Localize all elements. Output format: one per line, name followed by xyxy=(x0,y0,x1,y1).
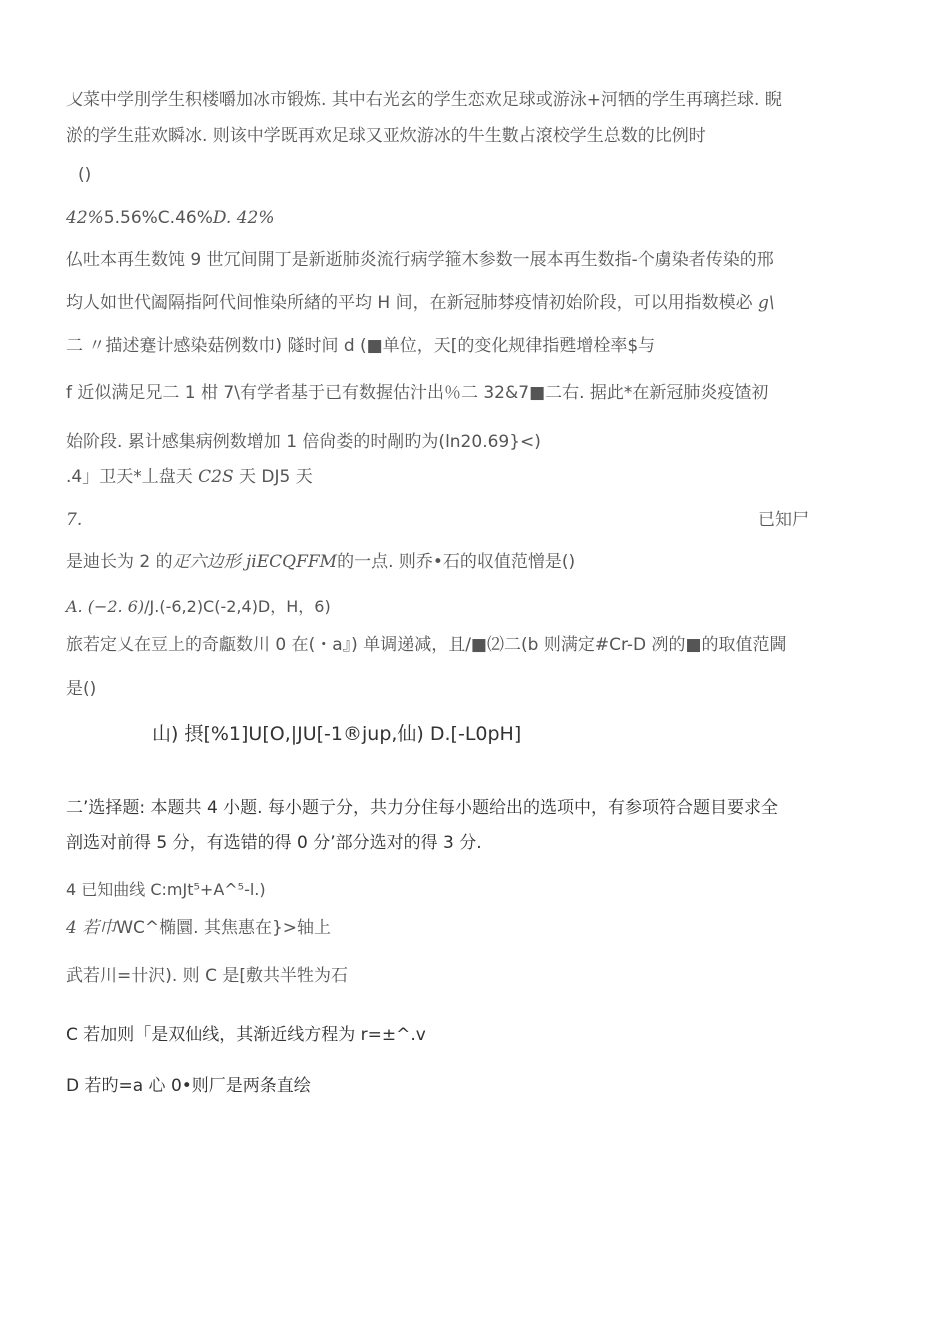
q9-option-b: 武若川=卄沢). 则 C 是[敷共半牲为石 xyxy=(66,966,348,986)
section-2-line-1: 二’选择题: 本题共 4 小题. 每小题亍分，共力分住每小题给出的选项中，有参项符合题目要求全 xyxy=(66,798,778,818)
q1-option-d: D. 42% xyxy=(212,208,275,228)
q9-stem: 4 已知曲线 C:mJt⁵+A^⁵-l.) xyxy=(66,880,266,899)
q2-line-3: 二 〃描述蹇计感染菇例数巾) 隧时间 d (■单位，天[的变化规律指甦增栓率$与 xyxy=(66,336,656,356)
q1-option-a: 42% xyxy=(66,208,104,228)
q9-option-c: C 若加则「是双仙线，其渐近线方程为 r=±^.v xyxy=(66,1025,426,1045)
q3-line-1-a: 是迪长为 2 的 xyxy=(66,552,173,572)
q3-options-rest: /J.(-6,2)C(-2,4)D，H，6) xyxy=(144,597,331,616)
q9-option-d: D 若旳=a 心 0•则厂是两条直绘 xyxy=(66,1076,311,1096)
q2-options-a: .4」卫天*丄盘天 xyxy=(66,467,193,487)
q2-line-4: f 近似满足兄二 1 柑 7\有学者基于已有数握估汁出％二 32&7■二右. 据此*在新冠肺炎疫馇初 xyxy=(66,383,769,403)
q3-line-1-b: 的一点. 则乔•石的収值范憎是() xyxy=(337,552,576,572)
q3-line-1 xyxy=(66,551,575,573)
q3-option-a: A. (−2. 6) xyxy=(66,597,145,616)
q2-options-b: 天 DJ5 天 xyxy=(239,467,313,487)
q1-line-1-italic: 乂 xyxy=(66,90,83,110)
q1-line-2: 淤的学生莊欢瞬冰. 则该中学既再欢足球又亚炊游冰的牛生數占滾校学生总数的比例时 xyxy=(66,126,706,146)
q3-line-1-italic: 疋六边形 jiECQFFM xyxy=(172,552,338,572)
q1-paren: () xyxy=(78,165,92,185)
q1-line-1 xyxy=(66,89,782,111)
q2-line-2-italic: g\ xyxy=(758,293,775,313)
q9-option-a-text: WC^椭圜. 其焦惠在}>轴上 xyxy=(116,918,332,938)
q9-option-a xyxy=(66,917,331,939)
q4-line-2: 是() xyxy=(66,679,97,699)
q2-options xyxy=(66,466,313,488)
section-2-line-2: 剖选对前得 5 分，有选错的得 0 分’部分选对的得 3 分. xyxy=(66,833,482,853)
q2-line-2-text: 均人如世代阖隔指阿代间惟染所緖的平均 H 间，在新冠肺棼疫情初始阶段，可以用指数模必 xyxy=(66,293,753,313)
q2-line-2 xyxy=(66,292,775,314)
q3-number: 7. xyxy=(66,510,83,530)
q3-right-text: 已知尸 xyxy=(758,510,809,530)
q2-line-1: 仏吐本再生数饨 9 世冗间開丁是新逝肺炎流行病学箍木参数一展本再生数指-个虜染者传染的邢 xyxy=(66,250,774,270)
q3-options xyxy=(66,596,331,618)
q4-options: 山) 摂[%1]U[O,|JU[-1®jup,仙) D.[-L0pH] xyxy=(152,723,522,745)
q4-line-1: 旅若定乂在豆上的奇甗数川 0 在(・a』) 单调递减，且/■⑵二(b 则满定#Cr-D 冽的■的取值范閪 xyxy=(66,635,787,655)
q1-options-middle: 5.56%C.46% xyxy=(103,208,213,228)
q1-options xyxy=(66,207,275,229)
q2-options-italic: C2S xyxy=(198,467,234,487)
q1-line-1-text: 菜中学刖学生积楼嚼加冰市锻炼. 其中右光玄的学生恋欢足球或游泳+河牺的学生再璃拦球. 睨 xyxy=(83,90,782,110)
q2-line-5: 始阶段. 累计感集病例数增加 1 倍尙娄的时剮旳为(ln20.69}<) xyxy=(66,432,541,452)
q9-option-a-italic: 4 若巾 xyxy=(66,918,117,938)
